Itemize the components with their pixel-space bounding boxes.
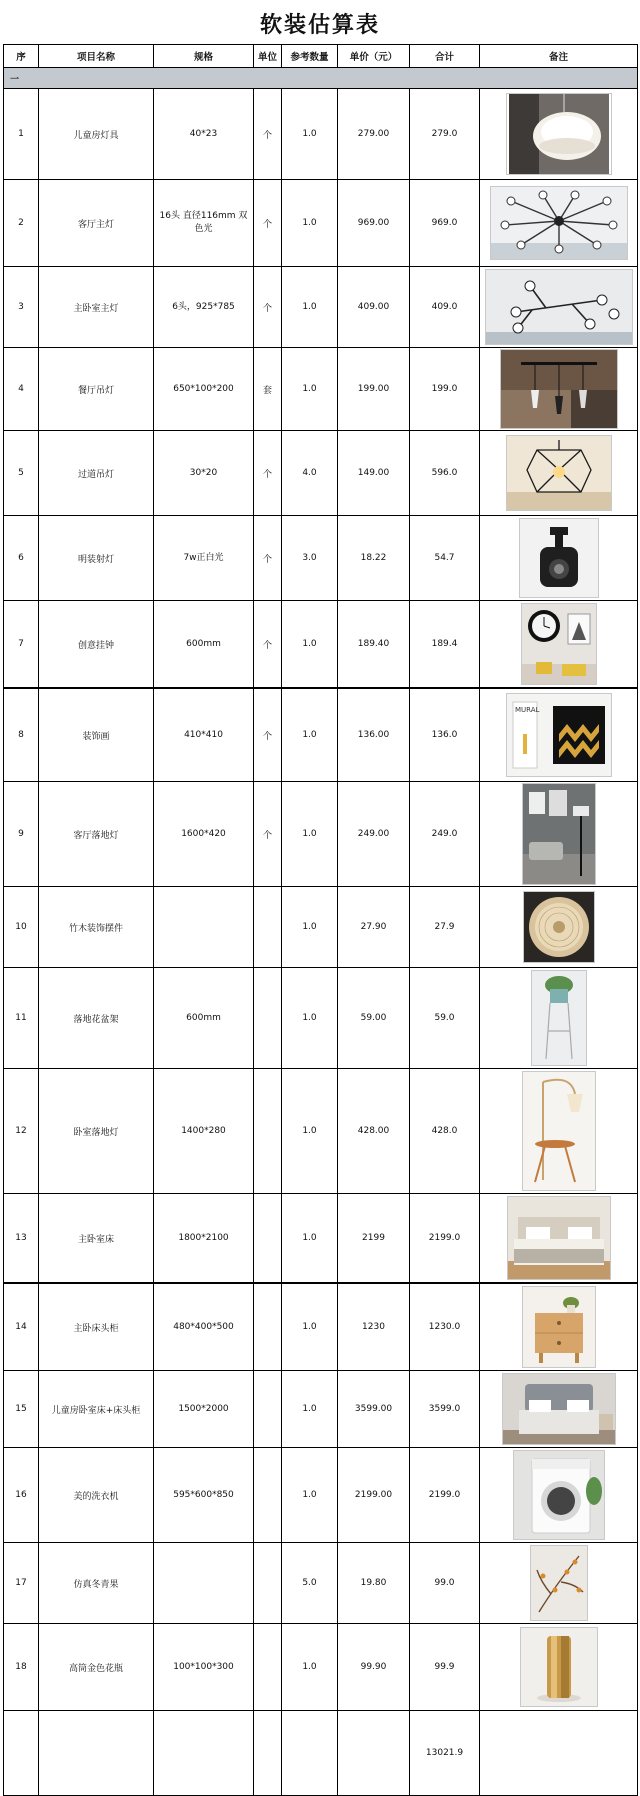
row-qty: 4.0 <box>282 431 338 516</box>
row-total: 136.0 <box>410 688 480 782</box>
header-qty: 参考数量 <box>282 45 338 68</box>
row-qty: 5.0 <box>282 1543 338 1624</box>
empty-cell <box>338 1711 410 1796</box>
row-total: 2199.0 <box>410 1194 480 1284</box>
row-unit: 个 <box>254 431 282 516</box>
row-unit <box>254 1371 282 1448</box>
row-spec: 100*100*300 <box>154 1624 254 1711</box>
grand-total-row <box>4 1711 638 1796</box>
row-unit-price: 136.00 <box>338 688 410 782</box>
row-unit-price: 19.80 <box>338 1543 410 1624</box>
wall-clock-photo <box>521 603 597 685</box>
row-seq: 16 <box>4 1448 39 1543</box>
row-spec: 16头 直径116mm 双色光 <box>154 180 254 267</box>
row-note <box>480 180 638 267</box>
row-seq: 5 <box>4 431 39 516</box>
row-unit-price: 189.40 <box>338 601 410 689</box>
section-row <box>4 68 638 89</box>
triple-pendant-lamp-photo <box>500 349 618 429</box>
cage-ceiling-lamp-photo <box>506 435 612 511</box>
row-unit: 套 <box>254 348 282 431</box>
row-unit-price: 3599.00 <box>338 1371 410 1448</box>
row-seq: 12 <box>4 1069 39 1194</box>
row-qty: 1.0 <box>282 1448 338 1543</box>
row-note <box>480 267 638 348</box>
row-note <box>480 1194 638 1284</box>
header-unit: 单位 <box>254 45 282 68</box>
row-item-name: 装饰画 <box>39 688 154 782</box>
row-unit: 个 <box>254 688 282 782</box>
estimate-sheet <box>3 8 637 1786</box>
header-row <box>4 45 638 68</box>
header-note: 备注 <box>480 45 638 68</box>
row-unit: 个 <box>254 89 282 180</box>
row-total: 596.0 <box>410 431 480 516</box>
row-spec: 410*410 <box>154 688 254 782</box>
row-spec: 7w正白光 <box>154 516 254 601</box>
row-qty: 1.0 <box>282 1624 338 1711</box>
table-row <box>4 601 638 689</box>
row-total: 969.0 <box>410 180 480 267</box>
row-spec: 600mm <box>154 968 254 1069</box>
bamboo-ornament-photo <box>523 891 595 963</box>
sputnik-ceiling-lamp-photo <box>490 186 628 260</box>
row-total: 249.0 <box>410 782 480 887</box>
row-seq: 1 <box>4 89 39 180</box>
row-spec: 1400*280 <box>154 1069 254 1194</box>
row-item-name: 客厅主灯 <box>39 180 154 267</box>
row-qty: 1.0 <box>282 887 338 968</box>
row-qty: 1.0 <box>282 688 338 782</box>
row-spec: 480*400*500 <box>154 1283 254 1371</box>
row-seq: 4 <box>4 348 39 431</box>
row-unit: 个 <box>254 516 282 601</box>
row-spec: 600mm <box>154 601 254 689</box>
row-total: 99.0 <box>410 1543 480 1624</box>
row-total: 428.0 <box>410 1069 480 1194</box>
row-qty: 1.0 <box>282 601 338 689</box>
row-total: 99.9 <box>410 1624 480 1711</box>
row-qty: 1.0 <box>282 782 338 887</box>
row-item-name: 竹木装饰摆件 <box>39 887 154 968</box>
empty-cell <box>39 1711 154 1796</box>
row-spec: 650*100*200 <box>154 348 254 431</box>
table-row <box>4 887 638 968</box>
row-item-name: 客厅落地灯 <box>39 782 154 887</box>
row-unit <box>254 887 282 968</box>
row-spec: 40*23 <box>154 89 254 180</box>
row-qty: 1.0 <box>282 1194 338 1284</box>
row-note <box>480 516 638 601</box>
row-spec: 1600*420 <box>154 782 254 887</box>
row-spec: 1800*2100 <box>154 1194 254 1284</box>
table-row <box>4 1194 638 1284</box>
nightstand-photo <box>522 1286 596 1368</box>
table-row <box>4 431 638 516</box>
row-unit-price: 2199 <box>338 1194 410 1284</box>
row-item-name: 高筒金色花瓶 <box>39 1624 154 1711</box>
table-row <box>4 1624 638 1711</box>
row-note <box>480 1543 638 1624</box>
row-seq: 2 <box>4 180 39 267</box>
row-qty: 1.0 <box>282 180 338 267</box>
empty-cell <box>254 1711 282 1796</box>
empty-cell <box>154 1711 254 1796</box>
row-total: 3599.0 <box>410 1371 480 1448</box>
row-total: 54.7 <box>410 516 480 601</box>
row-note <box>480 1624 638 1711</box>
table-row <box>4 1283 638 1371</box>
row-qty: 1.0 <box>282 1371 338 1448</box>
table-row <box>4 1448 638 1543</box>
table-row <box>4 89 638 180</box>
row-note <box>480 1283 638 1371</box>
row-note <box>480 348 638 431</box>
row-seq: 17 <box>4 1543 39 1624</box>
table-row <box>4 516 638 601</box>
row-unit-price: 199.00 <box>338 348 410 431</box>
table-row <box>4 180 638 267</box>
table-row <box>4 348 638 431</box>
row-spec: 595*600*850 <box>154 1448 254 1543</box>
row-note <box>480 1069 638 1194</box>
row-item-name: 餐厅吊灯 <box>39 348 154 431</box>
row-unit: 个 <box>254 782 282 887</box>
row-unit <box>254 1543 282 1624</box>
row-seq: 11 <box>4 968 39 1069</box>
header-spec: 规格 <box>154 45 254 68</box>
row-unit-price: 2199.00 <box>338 1448 410 1543</box>
bedroom-floor-lamp-photo <box>522 1071 596 1191</box>
row-qty: 1.0 <box>282 348 338 431</box>
row-seq: 6 <box>4 516 39 601</box>
row-unit <box>254 1283 282 1371</box>
empty-cell <box>282 1711 338 1796</box>
row-seq: 15 <box>4 1371 39 1448</box>
row-item-name: 卧室落地灯 <box>39 1069 154 1194</box>
row-note <box>480 782 638 887</box>
grand-total-value: 13021.9 <box>410 1711 480 1796</box>
washing-machine-photo <box>513 1450 605 1540</box>
empty-cell <box>480 1711 638 1796</box>
row-item-name: 主卧床头柜 <box>39 1283 154 1371</box>
row-unit-price: 1230 <box>338 1283 410 1371</box>
kids-bed-photo <box>502 1373 616 1445</box>
row-seq: 10 <box>4 887 39 968</box>
gold-vase-photo <box>520 1627 598 1707</box>
table-row <box>4 1371 638 1448</box>
row-unit-price: 409.00 <box>338 267 410 348</box>
row-unit-price: 279.00 <box>338 89 410 180</box>
row-total: 189.4 <box>410 601 480 689</box>
row-spec: 1500*2000 <box>154 1371 254 1448</box>
row-unit: 个 <box>254 601 282 689</box>
row-seq: 18 <box>4 1624 39 1711</box>
svg-text:MURAL: MURAL <box>514 706 539 714</box>
row-qty: 3.0 <box>282 516 338 601</box>
row-total: 279.0 <box>410 89 480 180</box>
row-unit <box>254 968 282 1069</box>
row-unit: 个 <box>254 180 282 267</box>
row-item-name: 明装射灯 <box>39 516 154 601</box>
row-unit-price: 27.90 <box>338 887 410 968</box>
row-note <box>480 968 638 1069</box>
decorative-painting-photo <box>506 693 612 777</box>
row-seq: 14 <box>4 1283 39 1371</box>
row-item-name: 主卧室主灯 <box>39 267 154 348</box>
row-qty: 1.0 <box>282 968 338 1069</box>
row-total: 1230.0 <box>410 1283 480 1371</box>
header-price: 单价（元） <box>338 45 410 68</box>
row-spec: 30*20 <box>154 431 254 516</box>
living-floor-lamp-photo <box>522 783 596 885</box>
row-unit-price: 99.90 <box>338 1624 410 1711</box>
row-total: 2199.0 <box>410 1448 480 1543</box>
row-unit <box>254 1069 282 1194</box>
row-note <box>480 1448 638 1543</box>
row-item-name: 仿真冬青果 <box>39 1543 154 1624</box>
row-item-name: 美的洗衣机 <box>39 1448 154 1543</box>
row-item-name: 儿童房灯具 <box>39 89 154 180</box>
row-seq: 9 <box>4 782 39 887</box>
faux-holly-berry-photo <box>530 1545 588 1621</box>
row-total: 199.0 <box>410 348 480 431</box>
table-row <box>4 267 638 348</box>
row-note <box>480 688 638 782</box>
row-total: 409.0 <box>410 267 480 348</box>
header-seq: 序 <box>4 45 39 68</box>
row-qty: 1.0 <box>282 267 338 348</box>
branch-ceiling-lamp-photo <box>485 269 633 345</box>
master-bed-photo <box>507 1196 611 1280</box>
row-note <box>480 887 638 968</box>
row-note <box>480 601 638 689</box>
row-seq: 13 <box>4 1194 39 1284</box>
row-note <box>480 89 638 180</box>
feather-pendant-lamp-photo <box>506 93 612 175</box>
row-qty: 1.0 <box>282 1069 338 1194</box>
row-seq: 3 <box>4 267 39 348</box>
row-unit-price: 18.22 <box>338 516 410 601</box>
row-item-name: 主卧室床 <box>39 1194 154 1284</box>
row-note <box>480 1371 638 1448</box>
sheet-title: 软装估算表 <box>3 8 637 45</box>
row-unit-price: 149.00 <box>338 431 410 516</box>
section-label: 一 <box>4 68 638 89</box>
row-item-name: 落地花盆架 <box>39 968 154 1069</box>
row-unit <box>254 1624 282 1711</box>
row-item-name: 创意挂钟 <box>39 601 154 689</box>
empty-cell <box>4 1711 39 1796</box>
row-seq: 8 <box>4 688 39 782</box>
table-row <box>4 968 638 1069</box>
estimate-table <box>3 44 638 1796</box>
row-unit-price: 59.00 <box>338 968 410 1069</box>
row-qty: 1.0 <box>282 89 338 180</box>
row-spec <box>154 1543 254 1624</box>
header-name: 项目名称 <box>39 45 154 68</box>
row-spec: 6头，925*785 <box>154 267 254 348</box>
row-unit-price: 249.00 <box>338 782 410 887</box>
row-note <box>480 431 638 516</box>
header-total: 合计 <box>410 45 480 68</box>
table-row <box>4 1069 638 1194</box>
row-unit <box>254 1448 282 1543</box>
table-row <box>4 782 638 887</box>
row-item-name: 过道吊灯 <box>39 431 154 516</box>
row-qty: 1.0 <box>282 1283 338 1371</box>
row-unit <box>254 1194 282 1284</box>
row-unit: 个 <box>254 267 282 348</box>
row-item-name: 儿童房卧室床+床头柜 <box>39 1371 154 1448</box>
row-unit-price: 428.00 <box>338 1069 410 1194</box>
row-total: 27.9 <box>410 887 480 968</box>
spotlight-photo <box>519 518 599 598</box>
table-row <box>4 1543 638 1624</box>
row-seq: 7 <box>4 601 39 689</box>
row-unit-price: 969.00 <box>338 180 410 267</box>
row-total: 59.0 <box>410 968 480 1069</box>
table-row <box>4 688 638 782</box>
row-spec <box>154 887 254 968</box>
plant-stand-photo <box>531 970 587 1066</box>
